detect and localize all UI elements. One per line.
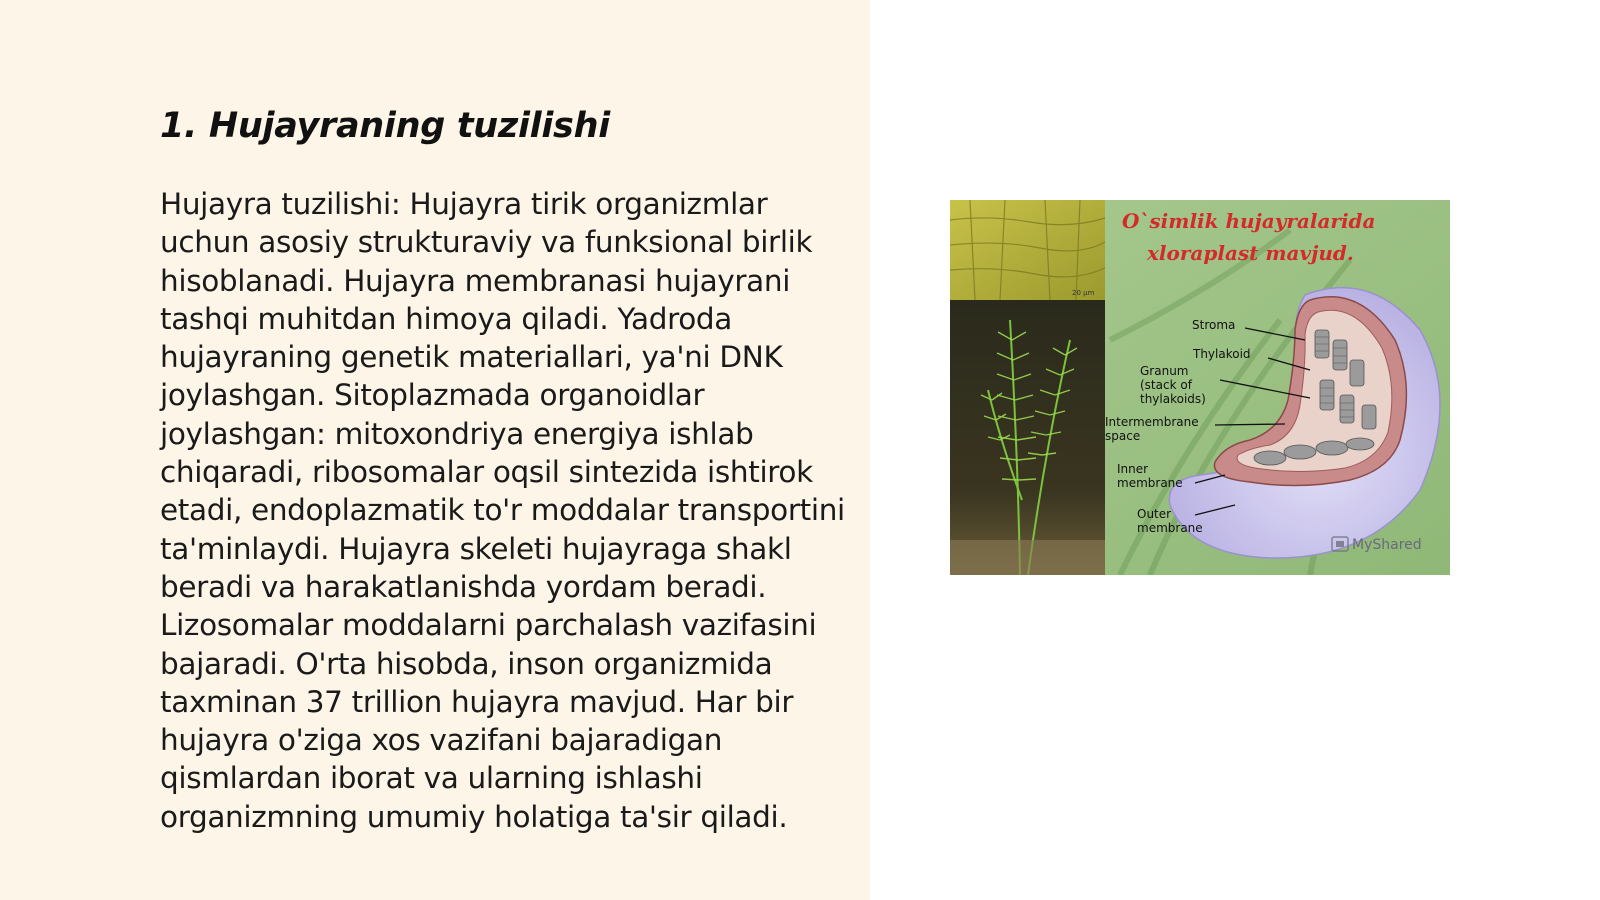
aquatic-plant-photo (950, 300, 1105, 575)
scale-label: 20 µm (1072, 289, 1095, 297)
watermark-text: MyShared (1352, 537, 1422, 553)
label-granum-2: (stack of (1140, 378, 1192, 392)
slide-title: 1. Hujayraning tuzilishi (160, 106, 610, 146)
label-stroma: Stroma (1192, 318, 1236, 332)
slide-body-text: Hujayra tuzilishi: Hujayra tirik organizmlar uchun asosiy strukturaviy va funksional birlik hisoblanadi. Hujayra membranasi hujayrani tashqi muhitdan himoya qiladi. Yadroda hujayraning genetik materiallari, ya'ni DNK joylashgan. Sitoplazmada organoidlar joylashgan: mitoxondriya energiya ishlab chiqaradi, ribosomalar oqsil sintezida ishtirok etadi, endoplazmatik to'r moddalar transportini ta'minlaydi. Hujayra skeleti hujayraga shakl beradi va harakatlanishda yordam beradi. Lizosomalar moddalarni parchalash vazifasini bajaradi. O'rta hisobda, inson organizmida taxminan 37 trillion hujayra mavjud. Har bir hujayra o'ziga xos vazifani bajaradigan qismlardan iborat va ularning ishlashi organizmning umumiy holatiga ta'sir qiladi. (160, 187, 845, 834)
label-granum-3: thylakoids) (1140, 392, 1206, 406)
figure-heading-line2: xloraplast mavjud. (1147, 241, 1354, 265)
label-outer-1: Outer (1137, 507, 1172, 521)
label-intermembrane-1: Intermembrane (1105, 415, 1199, 429)
label-thylakoid: Thylakoid (1193, 347, 1251, 361)
label-inner-1: Inner (1117, 462, 1149, 476)
figure-heading-line1: O`simlik hujayralarida (1122, 209, 1376, 233)
label-intermembrane-2: space (1105, 429, 1141, 443)
label-granum-1: Granum (1140, 364, 1189, 378)
label-outer-2: membrane (1137, 521, 1203, 535)
label-inner-2: membrane (1117, 476, 1183, 490)
chloroplast-figure (950, 200, 1450, 575)
